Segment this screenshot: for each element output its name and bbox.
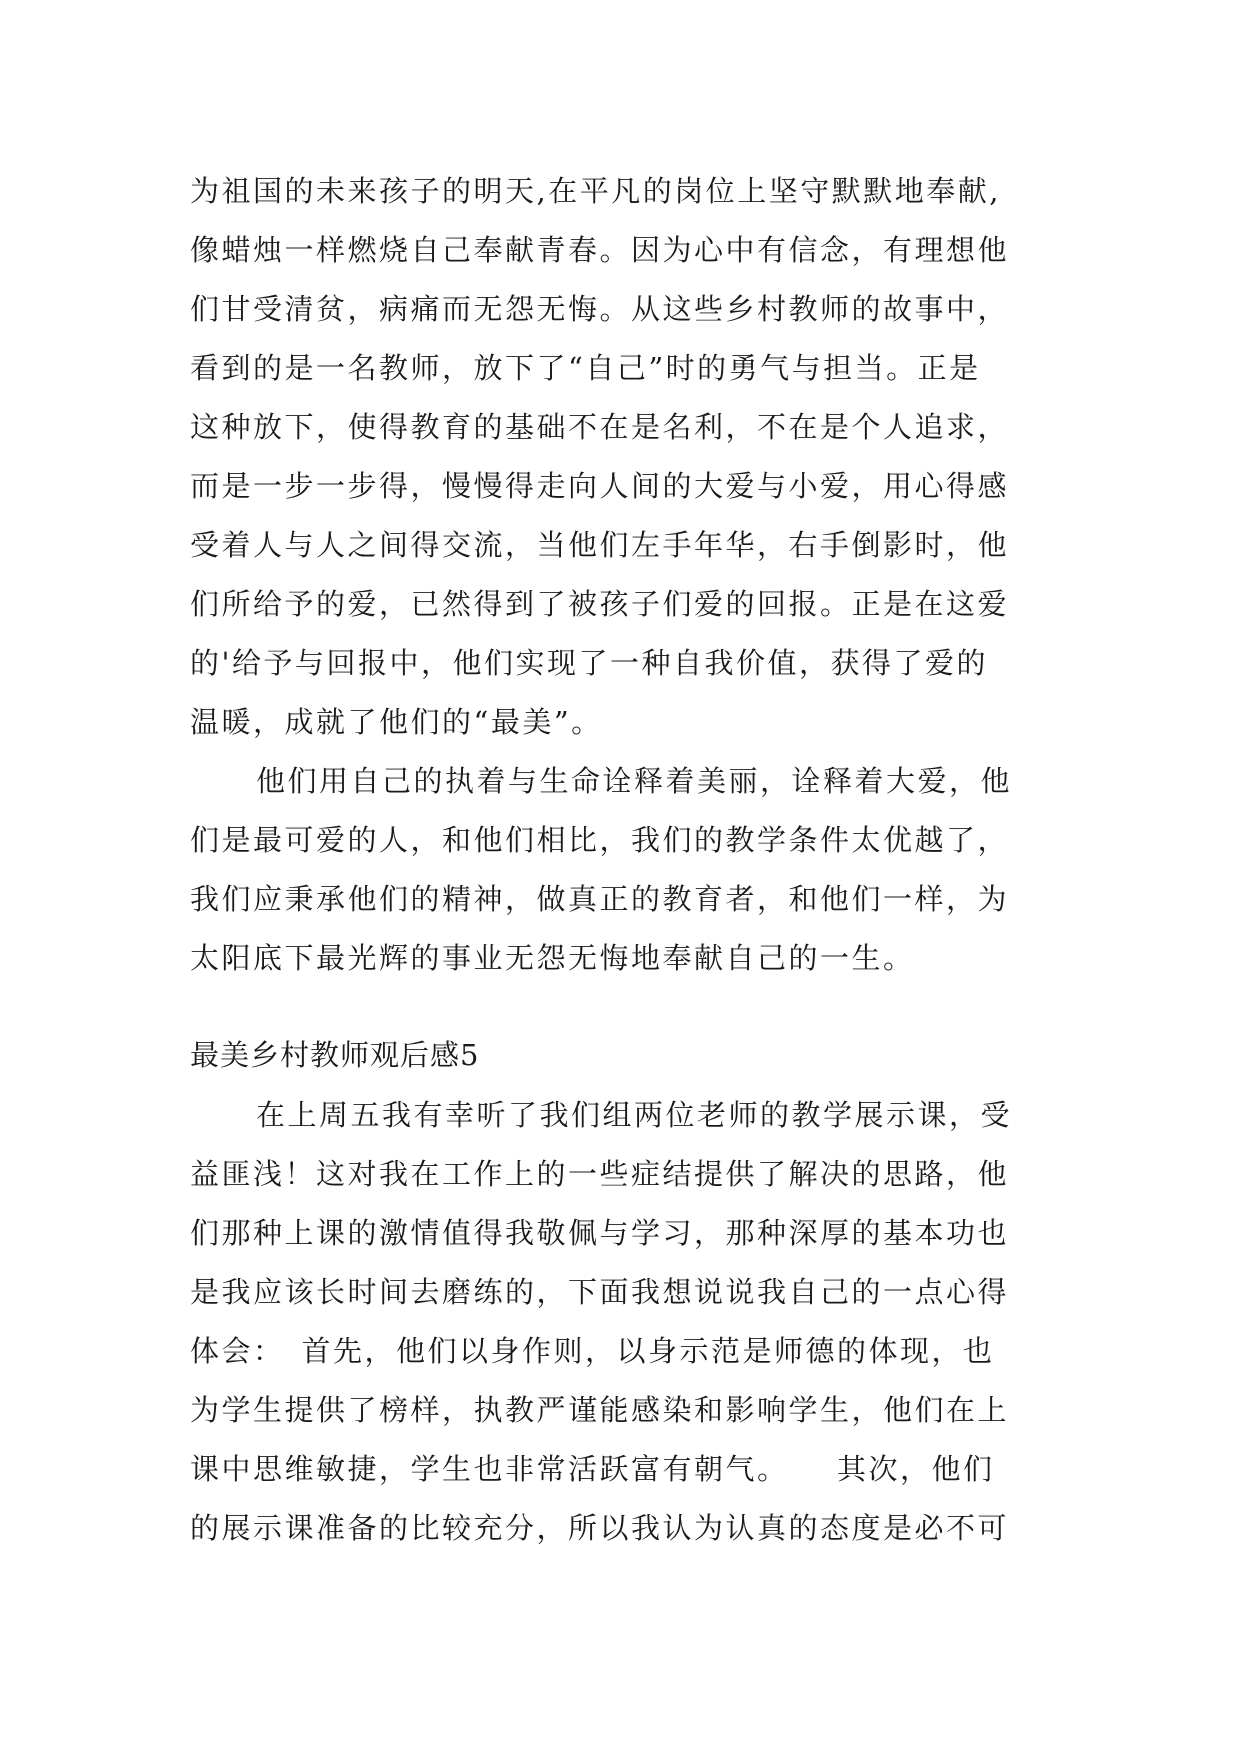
paragraph-line: 们是最可爱的人，和他们相比，我们的教学条件太优越了， [190, 823, 1010, 857]
paragraph-line: 像蜡烛一样燃烧自己奉献青春。因为心中有信念，有理想他 [190, 233, 1010, 267]
paragraph-line: 们甘受清贫，病痛而无怨无悔。从这些乡村教师的故事中， [190, 292, 1010, 326]
paragraph-line: 的展示课准备的比较充分，所以我认为认真的态度是必不可 [190, 1511, 1010, 1545]
paragraph-line: 为祖国的未来孩子的明天,在平凡的岗位上坚守默默地奉献, [190, 174, 1001, 208]
paragraph-line: 受着人与人之间得交流，当他们左手年华，右手倒影时，他 [190, 528, 1010, 562]
paragraph-line: 在上周五我有幸听了我们组两位老师的教学展示课，受 [256, 1098, 1013, 1132]
paragraph-line: 们所给予的爱，已然得到了被孩子们爱的回报。正是在这爱 [190, 587, 1010, 621]
paragraph-line: 看到的是一名教师，放下了“自己”时的勇气与担当。正是 [190, 351, 981, 385]
section-heading: 最美乡村教师观后感5 [190, 1038, 480, 1072]
paragraph-line: 体会： 首先，他们以身作则，以身示范是师德的体现，也 [190, 1334, 995, 1368]
paragraph-line: 们那种上课的激情值得我敬佩与学习，那种深厚的基本功也 [190, 1216, 1010, 1250]
paragraph-line: 太阳底下最光辉的事业无怨无悔地奉献自己的一生。 [190, 941, 915, 975]
paragraph-line: 温暖，成就了他们的“最美”。 [190, 705, 603, 739]
paragraph-line: 而是一步一步得，慢慢得走向人间的大爱与小爱，用心得感 [190, 469, 1010, 503]
paragraph-line: 为学生提供了榜样，执教严谨能感染和影响学生，他们在上 [190, 1393, 1010, 1427]
paragraph-line: 的'给予与回报中，他们实现了一种自我价值，获得了爱的 [190, 646, 988, 680]
paragraph-line: 是我应该长时间去磨练的，下面我想说说我自己的一点心得 [190, 1275, 1010, 1309]
paragraph-line: 这种放下，使得教育的基础不在是名利，不在是个人追求， [190, 410, 1010, 444]
paragraph-line: 我们应秉承他们的精神，做真正的教育者，和他们一样，为 [190, 882, 1010, 916]
paragraph-line: 课中思维敏捷，学生也非常活跃富有朝气。 其次，他们 [190, 1452, 995, 1486]
paragraph-line: 益匪浅！这对我在工作上的一些症结提供了解决的思路，他 [190, 1157, 1010, 1191]
paragraph-line: 他们用自己的执着与生命诠释着美丽，诠释着大爱，他 [256, 764, 1013, 798]
